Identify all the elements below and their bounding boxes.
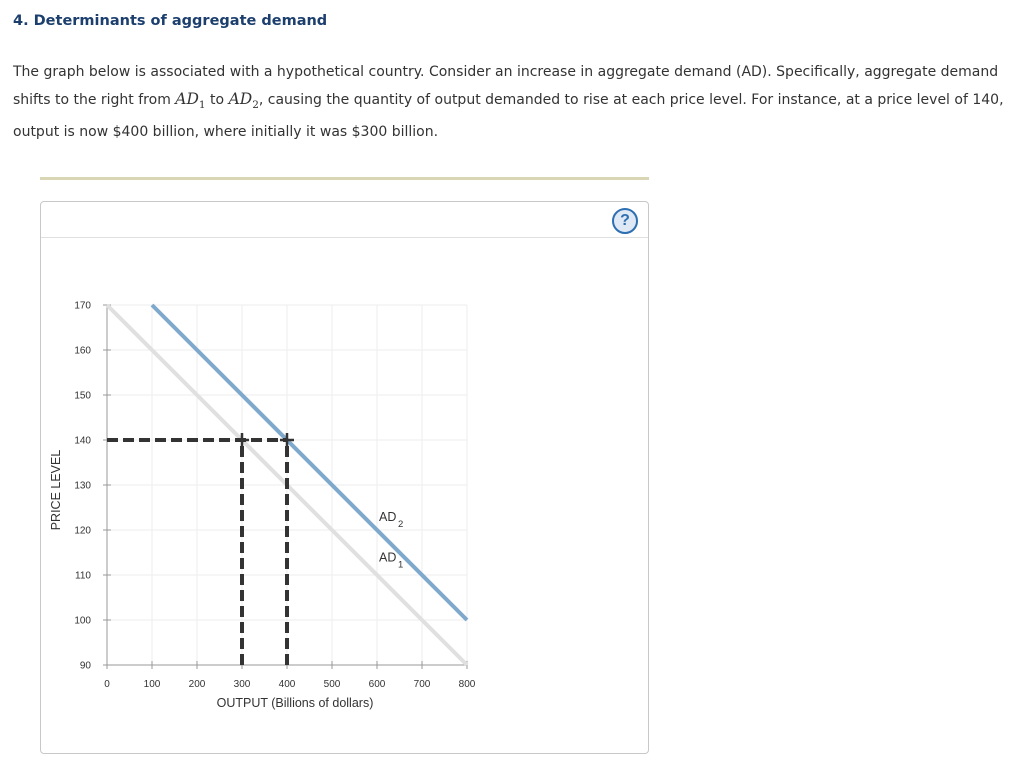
- x-tick-label: 0: [104, 679, 110, 690]
- x-tick-label: 800: [458, 679, 476, 690]
- intro-text-1: The graph below is associated with a hypothetical country. Consider an increase in aggregate demand (AD). Specifically, aggregate demand shifts to the right from: [13, 64, 999, 108]
- y-tick-label: 100: [74, 615, 91, 627]
- x-tick-label: 500: [323, 679, 341, 690]
- x-tick-label: 200: [188, 679, 206, 690]
- y-tick-label: 160: [74, 345, 91, 357]
- y-tick-label: 140: [74, 435, 91, 447]
- ad2-symbol: $AD_2$: [228, 90, 259, 112]
- x-tick-label: 700: [413, 679, 431, 690]
- page-title: 4. Determinants of aggregate demand: [13, 13, 328, 29]
- y-tick-label: 110: [75, 570, 91, 582]
- ad2-curve: [152, 305, 467, 620]
- y-tick-label: 130: [74, 480, 91, 492]
- x-tick-label: 300: [233, 679, 251, 690]
- ad1-label: AD: [379, 550, 397, 565]
- intro-text-2: to: [205, 92, 229, 108]
- ad2-label-sub: 2: [398, 519, 404, 530]
- ad2-label: AD: [379, 510, 397, 524]
- ad1-symbol: $AD_1$: [175, 90, 206, 112]
- y-tick-label: 150: [74, 390, 91, 402]
- ticks: [74, 301, 475, 691]
- intro-text-3: , causing the quantity of output demanded to rise at each price level. For instance, at a price level of 140, output is now $400 billion, where initially it was $300 billion.: [13, 92, 1004, 141]
- x-tick-label: 400: [278, 679, 296, 690]
- y-tick-label: 90: [79, 660, 91, 672]
- y-tick-label: 170: [74, 300, 91, 312]
- y-tick-label: 120: [74, 525, 91, 537]
- help-icon[interactable]: ?: [612, 208, 638, 234]
- guides: [107, 433, 294, 665]
- x-axis-title: OUTPUT (Billions of dollars): [216, 696, 374, 710]
- y-axis-title: PRICE LEVEL: [49, 449, 63, 531]
- curve-labels: [379, 510, 403, 571]
- ad1-label-sub: 1: [398, 559, 404, 571]
- x-tick-label: 100: [143, 679, 161, 690]
- x-tick-label: 600: [368, 679, 386, 690]
